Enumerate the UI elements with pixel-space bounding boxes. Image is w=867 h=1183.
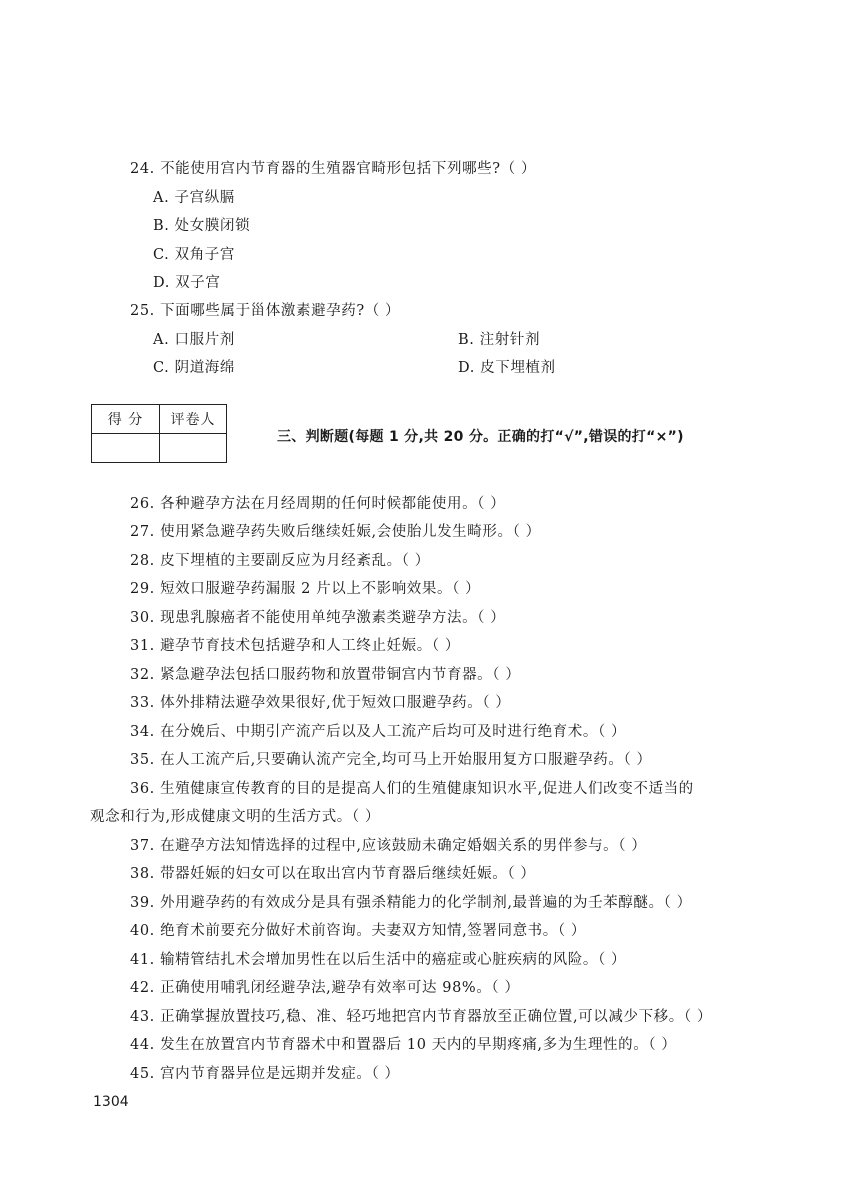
section-3-title: 三、判断题(每题 1 分,共 20 分。正确的打“√”,错误的打“×”) (277, 429, 684, 445)
question-43: 43. 正确掌握放置技巧,稳、准、轻巧地把宫内节育器放至正确位置,可以减少下移。（ ） (130, 1009, 713, 1025)
question-39: 39. 外用避孕药的有效成分是具有强杀精能力的化学制剂,最普遍的为壬苯醇醚。（ ） (130, 895, 692, 911)
question-28: 28. 皮下埋植的主要副反应为月经紊乱。（ ） (130, 553, 430, 569)
question-25-option-c: C. 阴道海绵 (153, 360, 235, 376)
question-31: 31. 避孕节育技术包括避孕和人工终止妊娠。（ ） (130, 638, 461, 654)
score-table (91, 404, 227, 463)
page-number: 1304 (93, 1094, 129, 1110)
score-cell (92, 434, 160, 463)
question-45: 45. 宫内节育器异位是远期并发症。（ ） (130, 1066, 400, 1082)
question-36: 36. 生殖健康宣传教育的目的是提高人们的生殖健康知识水平,促进人们改变不适当的 (130, 781, 694, 797)
question-38: 38. 带器妊娠的妇女可以在取出宫内节育器后继续妊娠。（ ） (130, 866, 536, 882)
question-24-option-a: A. 子宫纵膈 (153, 190, 235, 206)
question-34: 34. 在分娩后、中期引产流产后以及人工流产后均可及时进行绝育术。（ ） (130, 724, 627, 740)
question-40: 40. 绝育术前要充分做好术前咨询。夫妻双方知情,签署同意书。（ ） (130, 923, 587, 939)
question-29: 29. 短效口服避孕药漏服 2 片以上不影响效果。（ ） (130, 581, 481, 597)
question-27: 27. 使用紧急避孕药失败后继续妊娠,会使胎儿发生畸形。（ ） (130, 524, 541, 540)
question-33: 33. 体外排精法避孕效果很好,优于短效口服避孕药。（ ） (130, 695, 511, 711)
question-41: 41. 输精管结扎术会增加男性在以后生活中的癌症或心脏疾病的风险。（ ） (130, 952, 627, 968)
question-37: 37. 在避孕方法知情选择的过程中,应该鼓励未确定婚姻关系的男伴参与。（ ） (130, 838, 647, 854)
question-24-option-d: D. 双子宫 (153, 275, 221, 291)
question-24-option-c: C. 双角子宫 (153, 247, 235, 263)
question-42: 42. 正确使用哺乳闭经避孕法,避孕有效率可达 98%。（ ） (130, 980, 520, 996)
question-25-stem: 25. 下面哪些属于甾体激素避孕药?（ ） (130, 303, 401, 319)
grader-cell (160, 434, 227, 463)
question-35: 35. 在人工流产后,只要确认流产完全,均可马上开始服用复方口服避孕药。（ ） (130, 752, 652, 768)
question-24-stem: 24. 不能使用宫内节育器的生殖器官畸形包括下列哪些?（ ） (130, 161, 537, 177)
question-25-option-b: B. 注射针剂 (458, 332, 541, 348)
question-36-continuation: 观念和行为,形成健康文明的生活方式。（ ） (90, 809, 381, 825)
question-24-option-b: B. 处女膜闭锁 (153, 218, 251, 234)
question-25-option-a: A. 口服片剂 (153, 332, 235, 348)
question-44: 44. 发生在放置宫内节育器术中和置器后 10 天内的早期疼痛,多为生理性的。（ ） (130, 1037, 677, 1053)
question-30: 30. 现患乳腺癌者不能使用单纯孕激素类避孕方法。（ ） (130, 610, 506, 626)
question-26: 26. 各种避孕方法在月经周期的任何时候都能使用。（ ） (130, 496, 506, 512)
grader-label: 评卷人 (160, 405, 227, 434)
question-25-option-d: D. 皮下埋植剂 (458, 360, 556, 376)
question-32: 32. 紧急避孕法包括口服药物和放置带铜宫内节育器。（ ） (130, 667, 521, 683)
score-label: 得 分 (92, 405, 160, 434)
